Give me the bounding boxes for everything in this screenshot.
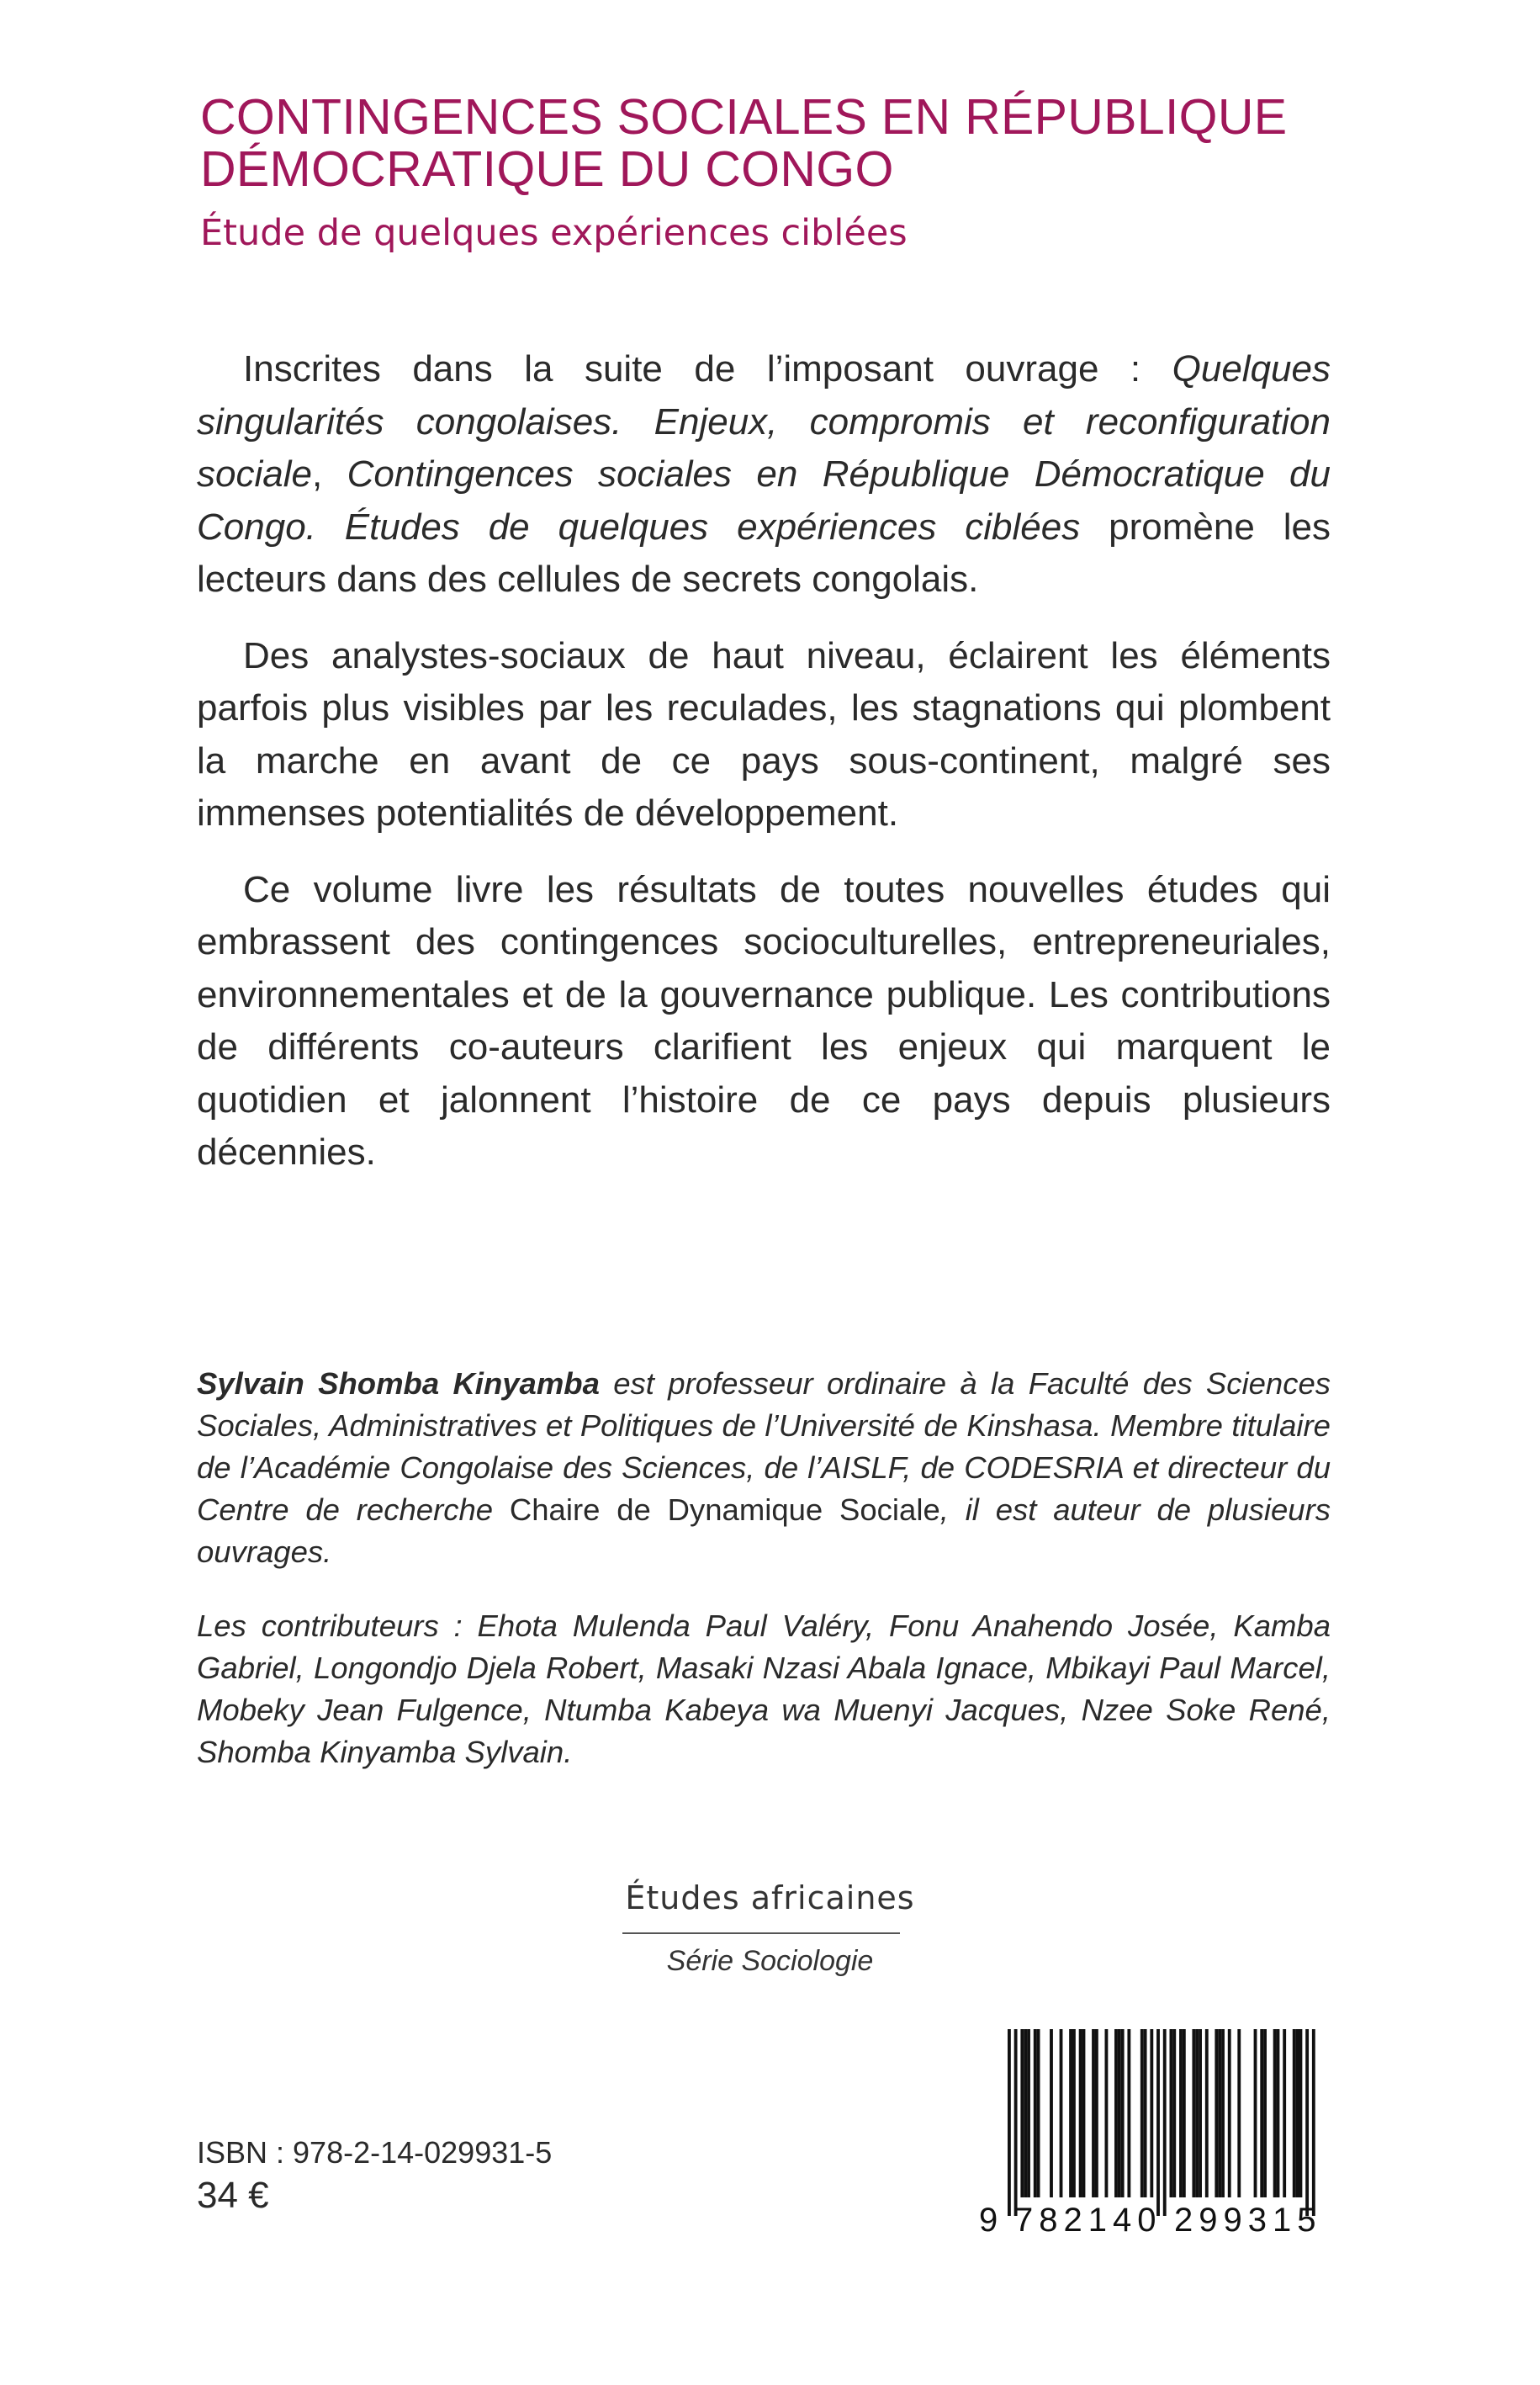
barcode-digit-first: 9: [979, 2202, 998, 2236]
barcode-bar: [1296, 2029, 1299, 2197]
barcode-bar: [1299, 2029, 1303, 2197]
previous-work-title: Quelques singularités congolaises. Enjeux, compromis et reconfiguration sociale: [197, 348, 1331, 495]
barcode-bar: [1179, 2029, 1183, 2197]
barcode-bar: [1237, 2029, 1241, 2197]
research-center-name: Chaire de Dynamique Sociale: [509, 1492, 940, 1527]
summary-paragraph-1: Inscrites dans la suite de l’imposant ouvrage : Quelques singularités congolaises. Enjeux, compromis et reconfiguration sociale, Contingences sociales en République Démocratique du Congo. Études de quelques expériences ciblées promène les lecteurs dans des cellules de secrets congolais.: [197, 348, 1331, 600]
barcode-bar: [1060, 2029, 1063, 2197]
barcode-bar: [1215, 2029, 1218, 2197]
barcode-bar: [1121, 2029, 1125, 2197]
summary-paragraph-3: Ce volume livre les résultats de toutes nouvelles études qui embrassent des contingences socioculturelles, entrepreneuriales, environnementales et de la gouvernance publique. Les contributions de différents co-auteurs clarifient les enjeux qui marquent le quotidien et jalonnent l’histoire de ce pays depuis plusieurs décennies.: [197, 868, 1331, 1173]
barcode-bar: [1192, 2029, 1195, 2197]
barcode-bar: [1183, 2029, 1186, 2197]
barcode-guard-bar: [1163, 2029, 1167, 2216]
barcode-bar: [1221, 2029, 1225, 2197]
barcode-bar: [1260, 2029, 1263, 2197]
barcode-bar: [1172, 2029, 1176, 2197]
barcode-bar: [1277, 2029, 1280, 2197]
price-label: 34 €: [197, 2175, 269, 2216]
barcode: [974, 2026, 1327, 2236]
barcode-digits-left: 782140: [1014, 2202, 1162, 2236]
author-section: [197, 1363, 1331, 1805]
contributors-list: Les contributeurs : Ehota Mulenda Paul Valéry, Fonu Anahendo Josée, Kamba Gabriel, Longondjo Djela Robert, Masaki Nzasi Abala Ignace, Mbikayi Paul Marcel, Mobeky Jean Fulgence, Ntumba Kabeya wa Muenyi Jacques, Nzee Soke René, Shomba Kinyamba Sylvain.: [197, 1609, 1331, 1769]
barcode-bar: [1273, 2029, 1277, 2197]
barcode-bar: [1283, 2029, 1286, 2197]
summary-text: [197, 343, 1331, 1203]
barcode-bar: [1254, 2029, 1257, 2197]
book-subtitle: Étude de quelques expériences ciblées: [200, 212, 908, 254]
barcode-bar: [1082, 2029, 1086, 2197]
barcode-bar: [1105, 2029, 1109, 2197]
barcode-bar: [1034, 2029, 1037, 2197]
barcode-bar: [1095, 2029, 1098, 2197]
barcode-bar: [1072, 2029, 1076, 2197]
barcode-guard-bar: [1014, 2029, 1018, 2216]
book-title-line-1: CONTINGENCES SOCIALES EN RÉPUBLIQUE: [200, 89, 1288, 145]
barcode-bar: [1195, 2029, 1199, 2197]
barcode-bar: [1050, 2029, 1053, 2197]
series-subseries: Série Sociologie: [666, 1945, 874, 1977]
barcode-digits-right: 299315: [1174, 2202, 1322, 2236]
barcode-bar: [1144, 2029, 1147, 2197]
barcode-bar: [1205, 2029, 1209, 2197]
series-divider: [622, 1932, 900, 1934]
book-title: [200, 91, 1445, 195]
barcode-guard-bar: [1156, 2029, 1160, 2216]
barcode-bar: [1263, 2029, 1267, 2197]
isbn-label: ISBN : 978-2-14-029931-5: [197, 2135, 553, 2170]
barcode-bar: [1140, 2029, 1144, 2197]
series-name: Études africaines: [625, 1879, 915, 1916]
barcode-bar: [1114, 2029, 1118, 2197]
barcode-bar: [1293, 2029, 1296, 2197]
barcode-bar: [1127, 2029, 1130, 2197]
barcode-bar: [1079, 2029, 1082, 2197]
barcode-bar: [1228, 2029, 1231, 2197]
barcode-bar: [1218, 2029, 1221, 2197]
barcode-guard-bar: [1305, 2029, 1309, 2216]
author-name: Sylvain Shomba Kinyamba: [197, 1366, 600, 1401]
book-title-line-2: DÉMOCRATIQUE DU CONGO: [200, 141, 894, 197]
barcode-bar: [1150, 2029, 1153, 2197]
barcode-guard-bar: [1312, 2029, 1315, 2216]
barcode-bar: [1170, 2029, 1173, 2197]
barcode-bar: [1037, 2029, 1040, 2197]
barcode-bar: [1024, 2029, 1027, 2197]
barcode-bar: [1118, 2029, 1121, 2197]
barcode-bar: [1092, 2029, 1095, 2197]
barcode-bar: [1027, 2029, 1030, 2197]
barcode-bar: [1069, 2029, 1072, 2197]
barcode-guard-bar: [1008, 2029, 1011, 2216]
author-bio: Sylvain Shomba Kinyamba est professeur ordinaire à la Faculté des Sciences Sociales, Administratives et Politiques de l’Université de Kinshasa. Membre titulaire de l’Académie Congolaise des Sciences, de l’AISLF, de CODESRIA et directeur du Centre de recherche Chaire de Dynamique Sociale, il est auteur de plusieurs ouvrages.: [197, 1366, 1331, 1569]
summary-paragraph-2: Des analystes-sociaux de haut niveau, éclairent les éléments parfois plus visibles par les reculades, les stagnations qui plombent la marche en avant de ce pays sous-continent, malgré ses immenses potentialités de développement.: [197, 634, 1331, 834]
barcode-bar: [1199, 2029, 1202, 2197]
barcode-bar: [1020, 2029, 1024, 2197]
book-title-italic: Contingences sociales en République Démocratique du Congo. Études de quelques expériences ciblées: [197, 453, 1331, 548]
